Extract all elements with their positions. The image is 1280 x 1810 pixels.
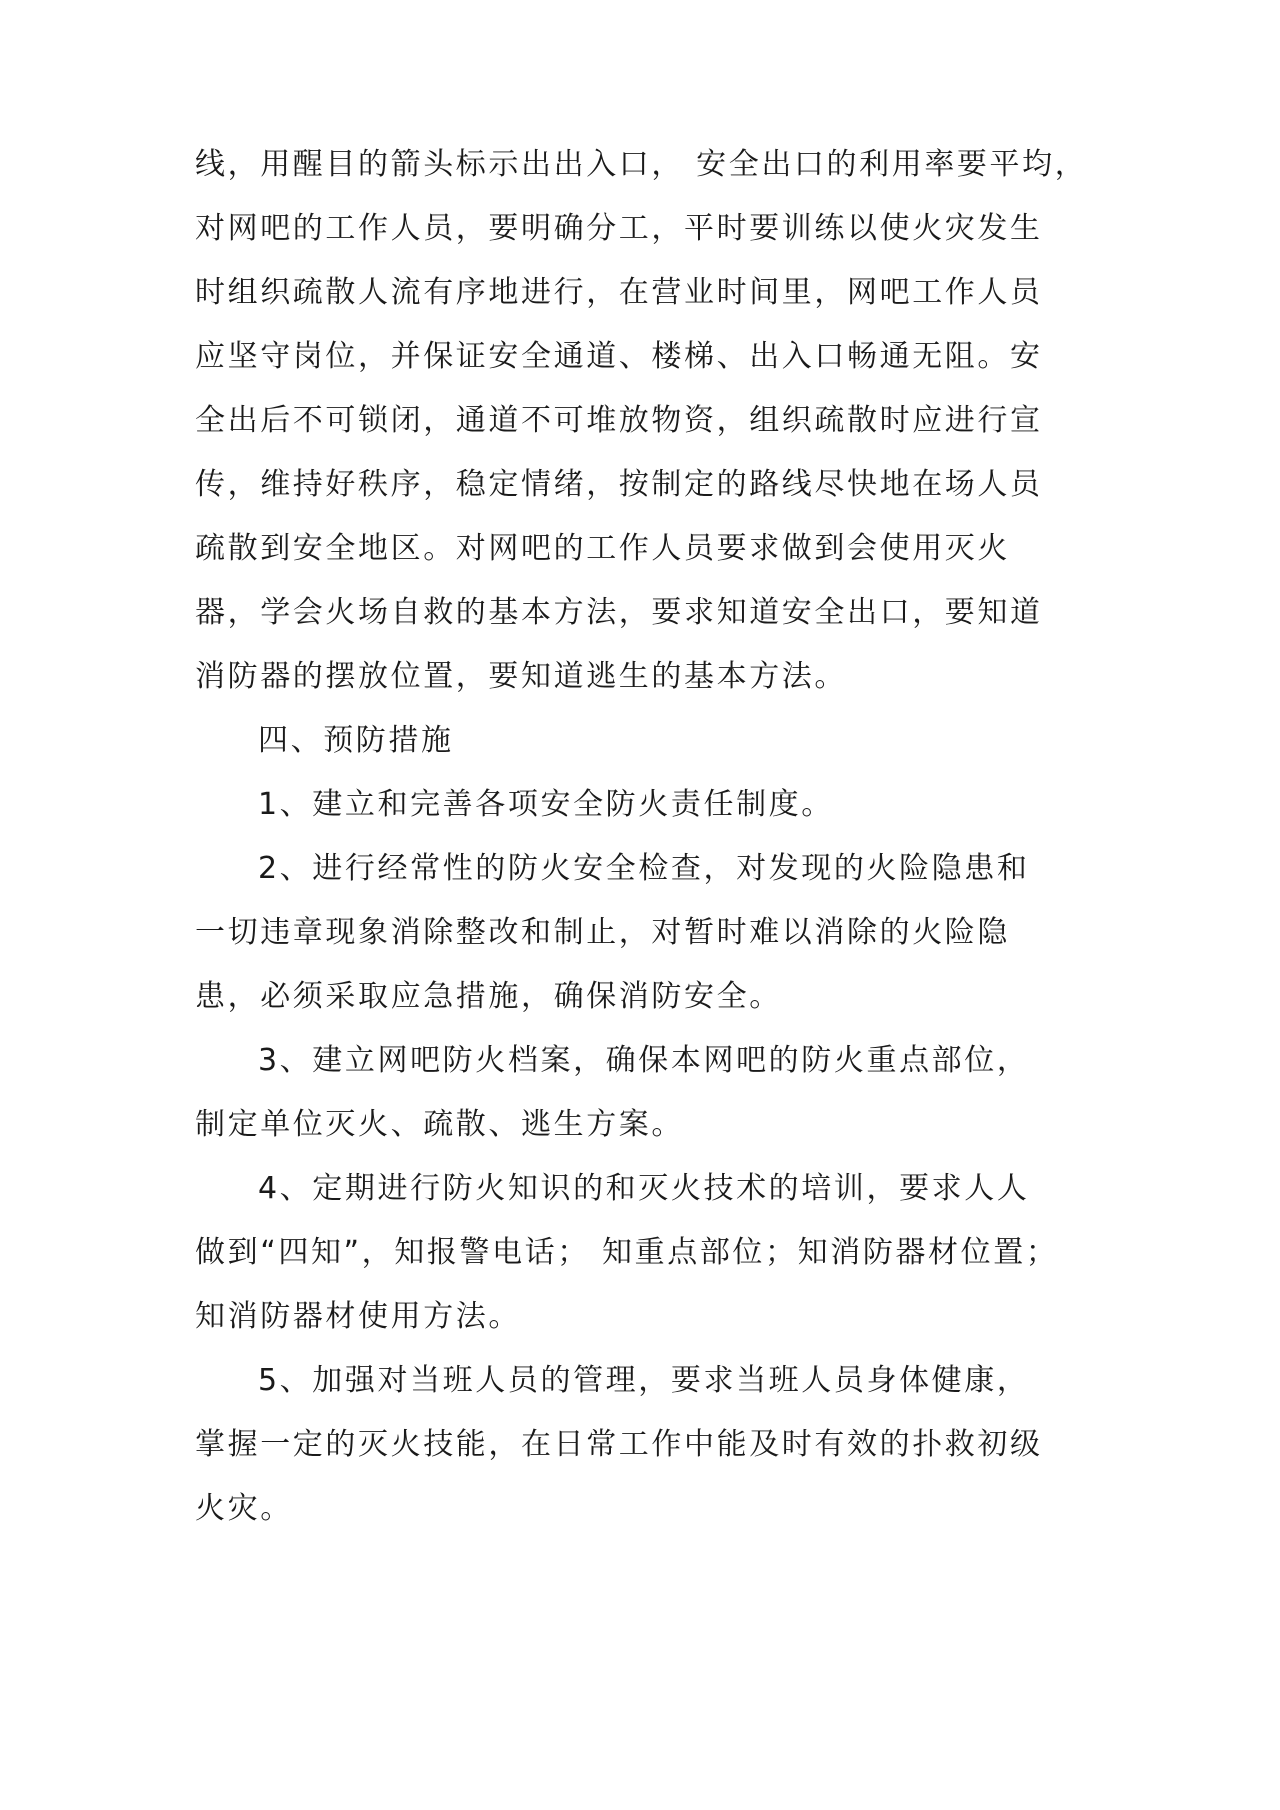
list-item-2-cont: 患，必须采取应急措施，确保消防安全。: [195, 979, 782, 1014]
body-line: 传，维持好秩序，稳定情绪，按制定的路线尽快地在场人员: [195, 467, 1043, 502]
body-line: 疏散到安全地区。对网吧的工作人员要求做到会使用灭火: [195, 531, 1010, 566]
body-line: 应坚守岗位，并保证安全通道、楼梯、出入口畅通无阻。安: [195, 339, 1043, 374]
section-heading: 四、预防措施: [258, 723, 454, 758]
body-line: 线，用醒目的箭头标示出出入口， 安全出口的利用率要平均，: [195, 147, 1088, 182]
body-line: 器，学会火场自救的基本方法，要求知道安全出口，要知道: [195, 595, 1043, 630]
list-item-4-cont: 做到“四知”，知报警电话； 知重点部位；知消防器材位置；: [195, 1235, 1059, 1270]
list-item-3: 3、建立网吧防火档案，确保本网吧的防火重点部位，: [258, 1043, 1030, 1078]
body-line: 全出后不可锁闭，通道不可堆放物资，组织疏散时应进行宣: [195, 403, 1043, 438]
list-item-2: 2、进行经常性的防火安全检查，对发现的火险隐患和: [258, 851, 1030, 886]
list-item-5-cont: 火灾。: [195, 1491, 293, 1526]
list-item-3-cont: 制定单位灭火、疏散、逃生方案。: [195, 1107, 684, 1142]
body-line: 对网吧的工作人员，要明确分工，平时要训练以使火灾发生: [195, 211, 1043, 246]
list-item-4: 4、定期进行防火知识的和灭火技术的培训，要求人人: [258, 1171, 1030, 1206]
body-line: 消防器的摆放位置，要知道逃生的基本方法。: [195, 659, 847, 694]
list-item-4-cont: 知消防器材使用方法。: [195, 1299, 521, 1334]
list-item-2-cont: 一切违章现象消除整改和制止，对暂时难以消除的火险隐: [195, 915, 1010, 950]
list-item-1: 1、建立和完善各项安全防火责任制度。: [258, 787, 834, 822]
list-item-5-cont: 掌握一定的灭火技能，在日常工作中能及时有效的扑救初级: [195, 1427, 1043, 1462]
body-line: 时组织疏散人流有序地进行，在营业时间里，网吧工作人员: [195, 275, 1043, 310]
list-item-5: 5、加强对当班人员的管理，要求当班人员身体健康，: [258, 1363, 1030, 1398]
